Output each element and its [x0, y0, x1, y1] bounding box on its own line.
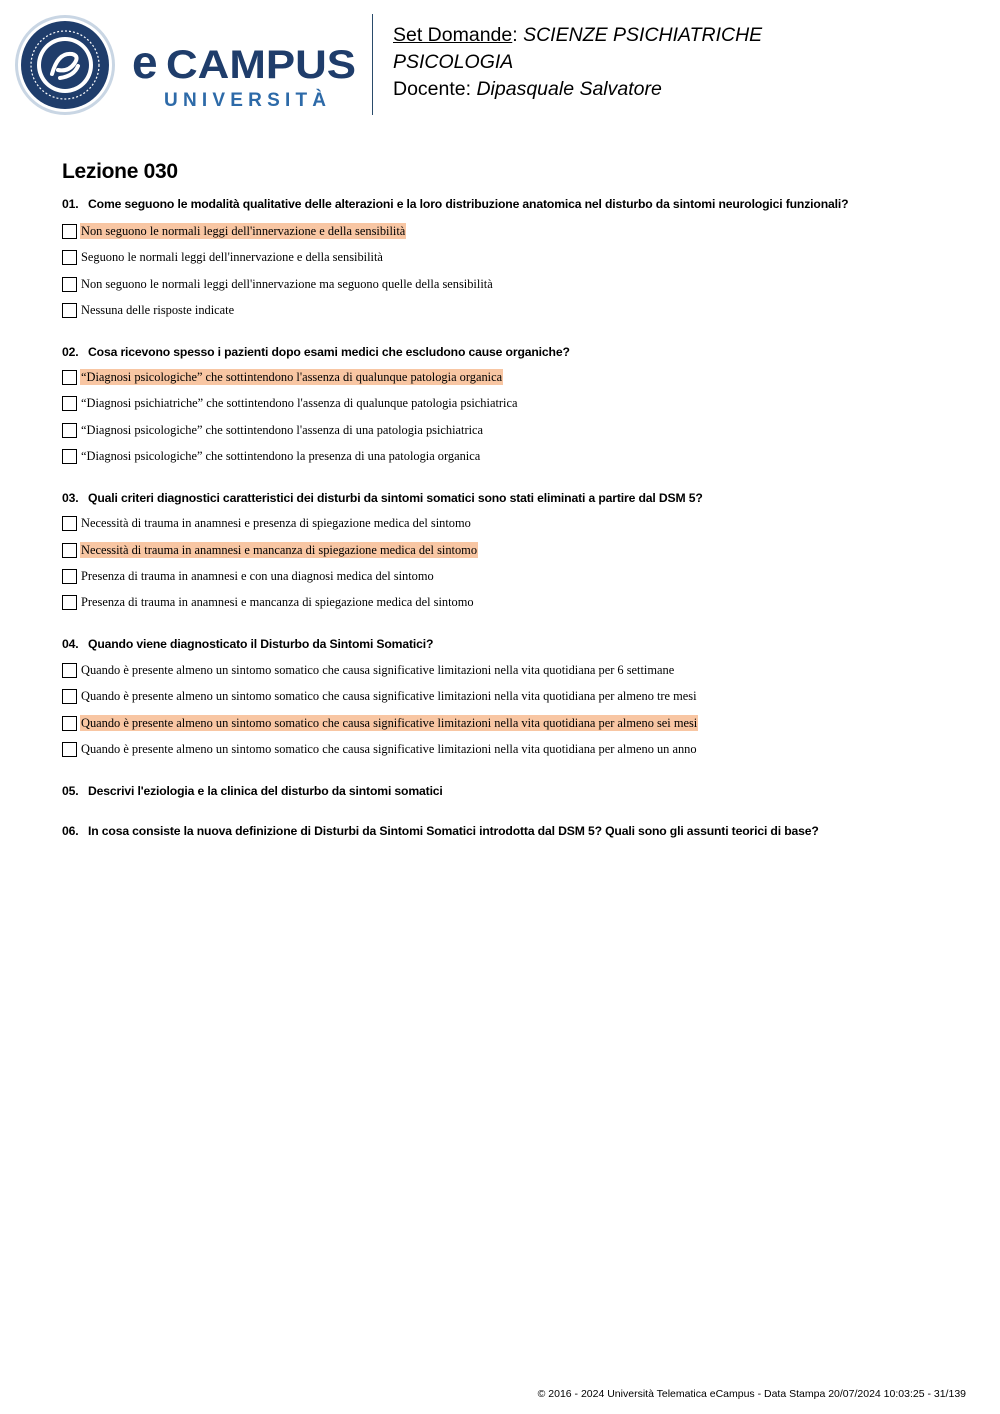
- set-label: Set Domande: [393, 24, 513, 46]
- question-06: [62, 824, 819, 838]
- docente-value: Dipasquale Salvatore: [476, 78, 662, 100]
- checkbox[interactable]: [62, 569, 77, 584]
- question-text: Quando viene diagnosticato il Disturbo da Sintomi Somatici?: [88, 637, 434, 651]
- set-value-line2: PSICOLOGIA: [393, 51, 514, 73]
- question-text: Cosa ricevono spesso i pazienti dopo esami medici che escludono cause organiche?: [88, 345, 570, 359]
- checkbox[interactable]: [62, 595, 77, 610]
- set-value-line1: SCIENZE PSICHIATRICHE: [523, 24, 763, 46]
- option-text: “Diagnosi psicologiche” che sottintendono la presenza di una patologia organica: [81, 449, 481, 463]
- option-text: Nessuna delle risposte indicate: [81, 303, 235, 317]
- option-text: Quando è presente almeno un sintomo somatico che causa significative limitazioni nella vita quotidiana per almeno tre mesi: [81, 689, 697, 703]
- question-text: Quali criteri diagnostici caratteristici dei disturbi da sintomi somatici sono stati eliminati a partire dal DSM 5?: [88, 491, 703, 505]
- checkbox[interactable]: [62, 716, 77, 731]
- option-text: “Diagnosi psicologiche” che sottintendono l'assenza di una patologia psichiatrica: [81, 423, 484, 437]
- option-text: “Diagnosi psicologiche” che sottintendono l'assenza di qualunque patologia organica: [81, 370, 503, 384]
- question-number: 05.: [62, 784, 79, 798]
- header-divider: [372, 14, 373, 115]
- question-01: [62, 197, 848, 211]
- checkbox[interactable]: [62, 224, 77, 239]
- checkbox[interactable]: [62, 543, 77, 558]
- checkbox[interactable]: [62, 250, 77, 265]
- question-number: 06.: [62, 824, 79, 838]
- question-number: 02.: [62, 345, 79, 359]
- question-text: In cosa consiste la nuova definizione di Disturbi da Sintomi Somatici introdotta dal DSM 5? Quali sono gli assunti teorici di base?: [88, 824, 819, 838]
- option-text: “Diagnosi psichiatriche” che sottintendono l'assenza di qualunque patologia psichiatrica: [81, 396, 518, 410]
- question-number: 03.: [62, 491, 79, 505]
- checkbox[interactable]: [62, 689, 77, 704]
- option-text: Quando è presente almeno un sintomo somatico che causa significative limitazioni nella vita quotidiana per 6 settimane: [81, 663, 675, 677]
- option-text: Non seguono le normali leggi dell'innervazione e della sensibilità: [81, 224, 406, 238]
- option-text: Seguono le normali leggi dell'innervazione e della sensibilità: [81, 250, 383, 264]
- checkbox[interactable]: [62, 277, 77, 292]
- checkbox[interactable]: [62, 663, 77, 678]
- set-info: [393, 22, 813, 103]
- question-05: [62, 784, 443, 798]
- checkbox[interactable]: [62, 396, 77, 411]
- option-text: Necessità di trauma in anamnesi e mancanza di spiegazione medica del sintomo: [81, 543, 478, 557]
- checkbox[interactable]: [62, 370, 77, 385]
- lesson-title: Lezione 030: [62, 160, 178, 183]
- question-03: [62, 491, 703, 505]
- page-header: [0, 0, 1000, 130]
- brand-sub: UNIVERSITÀ: [164, 90, 326, 111]
- set-sep: :: [512, 24, 524, 46]
- option-text: Necessità di trauma in anamnesi e presenza di spiegazione medica del sintomo: [81, 516, 471, 530]
- question-04: [62, 637, 433, 651]
- ecampus-wordmark-logo: [132, 38, 357, 112]
- ecampus-seal-logo: [14, 14, 116, 116]
- brand-e: e: [132, 38, 158, 88]
- question-02: [62, 345, 570, 359]
- brand-main: CAMPUS: [166, 43, 356, 87]
- question-text: Descrivi l'eziologia e la clinica del disturbo da sintomi somatici: [88, 784, 443, 798]
- checkbox[interactable]: [62, 516, 77, 531]
- checkbox[interactable]: [62, 449, 77, 464]
- option-text: Non seguono le normali leggi dell'innervazione ma seguono quelle della sensibilità: [81, 277, 493, 291]
- question-number: 04.: [62, 637, 79, 651]
- docente-label: Docente:: [393, 78, 477, 100]
- checkbox[interactable]: [62, 423, 77, 438]
- option-text: Presenza di trauma in anamnesi e mancanza di spiegazione medica del sintomo: [81, 595, 474, 609]
- question-number: 01.: [62, 197, 79, 211]
- option-text: Quando è presente almeno un sintomo somatico che causa significative limitazioni nella vita quotidiana per almeno un anno: [81, 742, 697, 756]
- question-text: Come seguono le modalità qualitative delle alterazioni e la loro distribuzione anatomica nel disturbo da sintomi neurologici funzionali?: [88, 197, 849, 211]
- option-text: Presenza di trauma in anamnesi e con una diagnosi medica del sintomo: [81, 569, 434, 583]
- option-text: Quando è presente almeno un sintomo somatico che causa significative limitazioni nella vita quotidiana per almeno sei mesi: [81, 716, 698, 730]
- page-footer: © 2016 - 2024 Università Telematica eCampus - Data Stampa 20/07/2024 10:03:25 - 31/139: [537, 1388, 966, 1400]
- checkbox[interactable]: [62, 303, 77, 318]
- checkbox[interactable]: [62, 742, 77, 757]
